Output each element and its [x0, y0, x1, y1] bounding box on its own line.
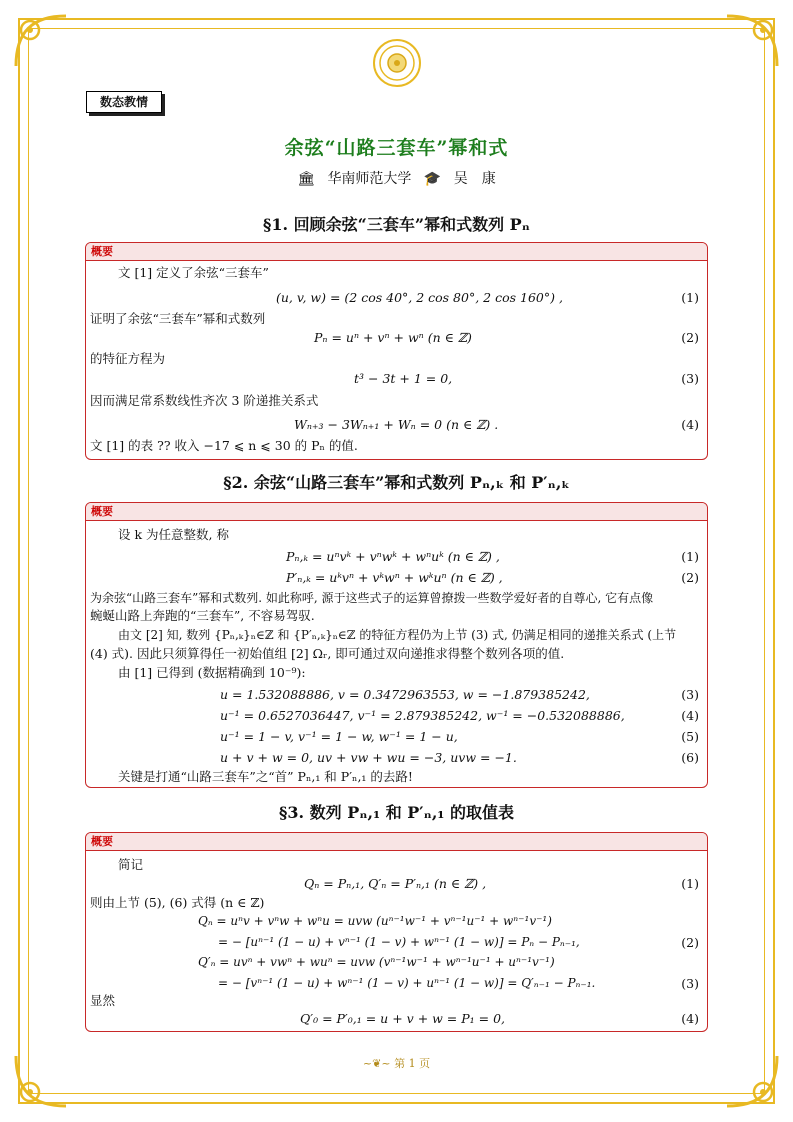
equation-number: (4) — [681, 708, 699, 723]
corner-ornament-icon — [723, 12, 781, 70]
equation: Q′₀ = P′₀,₁ = u + v + w = P₁ = 0, — [300, 1011, 506, 1026]
summary-box-1 — [85, 242, 708, 460]
equation-number: (2) — [681, 330, 699, 345]
equation-number: (6) — [681, 750, 699, 765]
equation-number: (3) — [681, 371, 699, 386]
author-line — [0, 168, 793, 188]
category-tag: 数态教情 — [86, 91, 162, 113]
text-line: 由文 [2] 知, 数列 {Pₙ,ₖ}ₙ∈ℤ 和 {P′ₙ,ₖ}ₙ∈ℤ 的特征方程仍为上节 (3) 式, 仍满足相同的递推关系式 (上节 — [118, 628, 677, 642]
box-label: 概要 — [86, 243, 707, 261]
equation-number: (2) — [681, 935, 699, 950]
equation: (u, v, w) = (2 cos 40°, 2 cos 80°, 2 cos 160°) , — [276, 290, 563, 305]
text-line: 关键是打通“山路三套车”之“首” Pₙ,₁ 和 P′ₙ,₁ 的去路! — [118, 769, 413, 784]
box-label: 概要 — [86, 833, 707, 851]
text-line: 文 [1] 的表 ?? 收入 −17 ⩽ n ⩽ 30 的 Pₙ 的值. — [90, 438, 358, 453]
page-number: 第 1 页 — [394, 1057, 431, 1070]
equation-number: (3) — [681, 687, 699, 702]
equation-number: (1) — [681, 290, 699, 305]
equation: P′ₙ,ₖ = uᵏvⁿ + vᵏwⁿ + wᵏuⁿ (n ∈ ℤ) , — [286, 570, 503, 585]
equation-number: (5) — [681, 729, 699, 744]
text-line: (4) 式). 因此只须算得任一初始值组 [2] Ωᵣ, 即可通过双向递推求得整个数列各项的值. — [90, 646, 565, 661]
equation: Q′ₙ = uvⁿ + vwⁿ + wuⁿ = uvw (vⁿ⁻¹w⁻¹ + wⁿ⁻¹u⁻¹ + uⁿ⁻¹v⁻¹) — [198, 955, 555, 969]
equation: Wₙ₊₃ − 3Wₙ₊₁ + Wₙ = 0 (n ∈ ℤ) . — [294, 417, 499, 432]
section-1-heading: §1. 回顾余弦“三套车”幂和式数列 Pₙ — [263, 215, 530, 234]
author-name: 吴 康 — [453, 171, 496, 187]
text-line: 由 [1] 已得到 (数据精确到 10⁻⁹): — [118, 665, 306, 680]
equation: Pₙ,ₖ = uⁿvᵏ + vⁿwᵏ + wⁿuᵏ (n ∈ ℤ) , — [286, 549, 500, 564]
box-label: 概要 — [86, 503, 707, 521]
equation: = − [uⁿ⁻¹ (1 − u) + vⁿ⁻¹ (1 − v) + wⁿ⁻¹ (1 − w)] = Pₙ − Pₙ₋₁, — [218, 935, 580, 949]
equation-number: (1) — [681, 549, 699, 564]
affiliation: 华南师范大学 — [327, 171, 412, 187]
text-line: 为余弦“山路三套车”幂和式数列. 如此称呼, 源于这些式子的运算曾撩拨一些数学爱好者的自尊心, 它有点像 — [90, 591, 654, 605]
page-footer — [0, 1055, 793, 1071]
equation-number: (1) — [681, 876, 699, 891]
text-line: 的特征方程为 — [90, 351, 166, 366]
institution-icon: 🏛 — [297, 171, 315, 187]
university-seal-icon — [372, 38, 422, 88]
text-line: 设 k 为任意整数, 称 — [118, 527, 229, 542]
graduation-cap-icon: 🎓 — [423, 171, 442, 187]
corner-ornament-icon — [12, 12, 70, 70]
equation: Qₙ = Pₙ,₁, Q′ₙ = P′ₙ,₁ (n ∈ ℤ) , — [304, 876, 487, 891]
equation-number: (4) — [681, 417, 699, 432]
text-line: 证明了余弦“三套车”幂和式数列 — [90, 311, 266, 326]
equation-number: (2) — [681, 570, 699, 585]
equation: u = 1.532088886, v = 0.3472963553, w = −1.879385242, — [220, 687, 590, 702]
footer-ornament-icon: ~❦~ — [362, 1057, 391, 1070]
section-3-heading: §3. 数列 Pₙ,₁ 和 P′ₙ,₁ 的取值表 — [279, 803, 514, 822]
text-line: 显然 — [90, 993, 116, 1008]
text-line: 文 [1] 定义了余弦“三套车” — [118, 265, 269, 280]
equation: u + v + w = 0, uv + vw + wu = −3, uvw = −1. — [220, 750, 517, 765]
text-line: 简记 — [118, 857, 144, 872]
text-line: 因而满足常系数线性齐次 3 阶递推关系式 — [90, 393, 319, 408]
article-title: 余弦“山路三套车”幂和式 — [284, 137, 509, 159]
equation: Qₙ = uⁿv + vⁿw + wⁿu = uvw (uⁿ⁻¹w⁻¹ + vⁿ⁻¹u⁻¹ + wⁿ⁻¹v⁻¹) — [198, 914, 552, 928]
summary-box-2 — [85, 502, 708, 788]
equation: Pₙ = uⁿ + vⁿ + wⁿ (n ∈ ℤ) — [314, 330, 472, 345]
summary-box-3 — [85, 832, 708, 1032]
equation: = − [vⁿ⁻¹ (1 − u) + wⁿ⁻¹ (1 − v) + uⁿ⁻¹ (1 − w)] = Q′ₙ₋₁ − Pₙ₋₁. — [218, 976, 596, 990]
equation-number: (4) — [681, 1011, 699, 1026]
equation: t³ − 3t + 1 = 0, — [354, 371, 453, 386]
equation-number: (3) — [681, 976, 699, 991]
text-line: 则由上节 (5), (6) 式得 (n ∈ ℤ) — [90, 895, 265, 910]
section-2-heading: §2. 余弦“山路三套车”幂和式数列 Pₙ,ₖ 和 P′ₙ,ₖ — [223, 473, 570, 492]
equation: u⁻¹ = 1 − v, v⁻¹ = 1 − w, w⁻¹ = 1 − u, — [220, 729, 458, 744]
text-line: 蜿蜒山路上奔跑的“三套车”, 不容易驾驭. — [90, 608, 315, 623]
equation: u⁻¹ = 0.6527036447, v⁻¹ = 2.879385242, w⁻¹ = −0.532088886, — [220, 708, 625, 723]
